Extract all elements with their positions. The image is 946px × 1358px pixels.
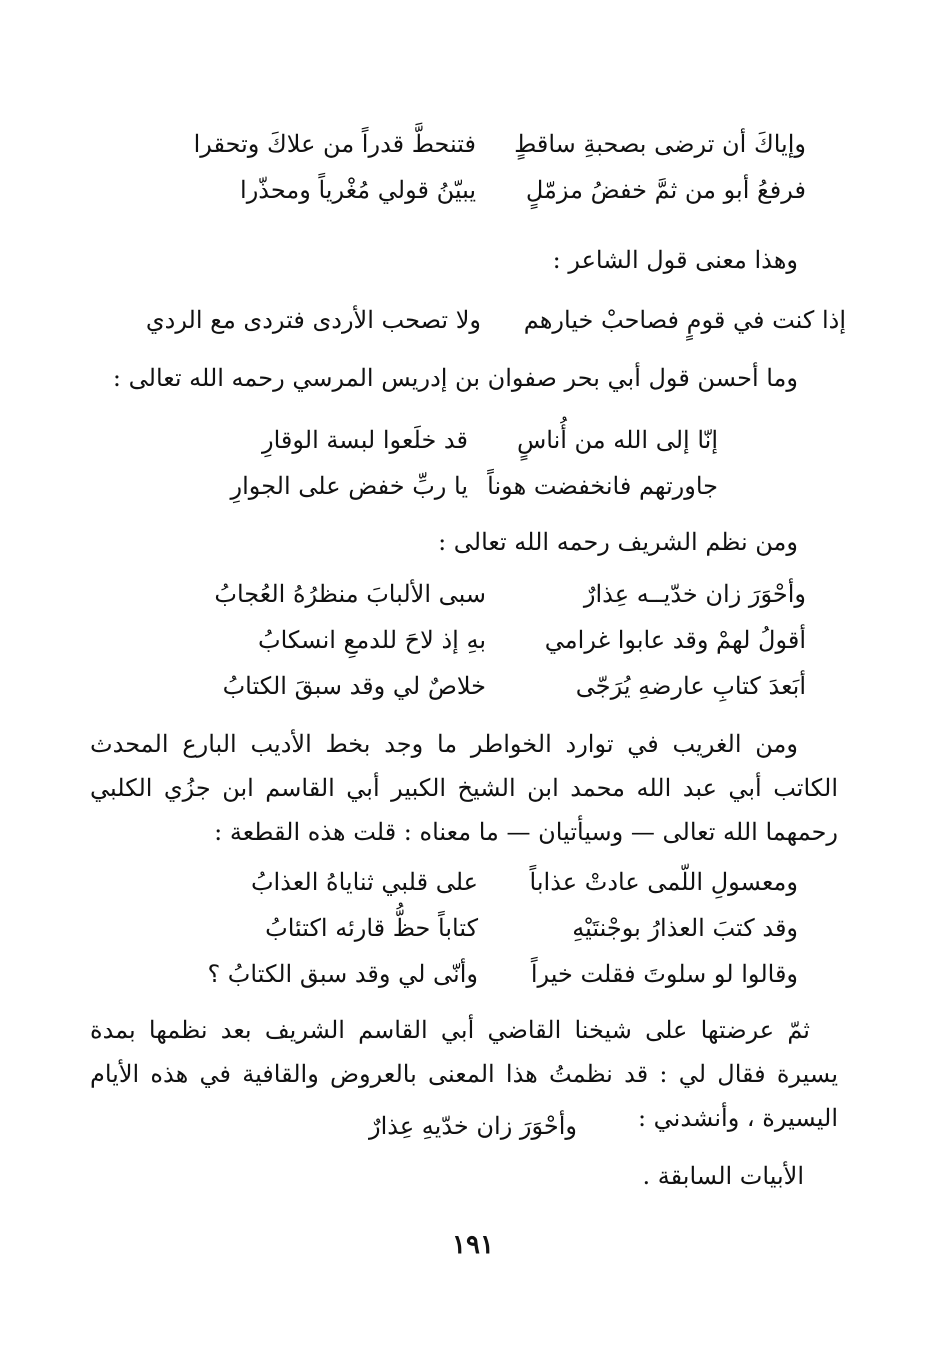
verse-second-hemistich: قد خلَعوا لبسة الوقارِ	[262, 426, 468, 454]
verse-second-hemistich: يبيّنُ قولي مُغْرياً ومحذّرا	[240, 176, 476, 204]
verse-first-hemistich: أقولُ لهمْ وقد عابوا غرامي	[544, 626, 806, 654]
verse-line	[118, 868, 798, 914]
verse-second-hemistich: سبى الألبابَ منظرُهُ العُجابُ	[214, 580, 486, 608]
verse-second-hemistich: كتاباً حظُّ قارئه اكتئابُ	[265, 914, 478, 942]
verses-juzayy	[118, 868, 798, 1006]
verse-first-hemistich: إذا كنت في قومٍ فصاحبْ خيارهم	[523, 306, 846, 334]
intro-line-sharif: ومن نظم الشريف رحمه الله تعالى :	[438, 528, 798, 556]
verse-line	[126, 626, 806, 672]
verse-line	[126, 580, 806, 626]
verse-first-hemistich: فرفعُ أبو من ثمَّ خفضُ مزمّلٍ	[525, 176, 806, 204]
verses-sharif	[126, 580, 806, 718]
verse-second-hemistich: ولا تصحب الأردى فتردى مع الردي	[145, 306, 481, 334]
verse-first-hemistich: ومعسولِ اللّمى عادتْ عذاباً	[529, 868, 798, 896]
verse-second-hemistich: خلاصٌ لي وقد سبقَ الكتابُ	[222, 672, 486, 700]
verses-safwan	[218, 426, 718, 518]
verse-second-hemistich: فتنحطَّ قدراً من علاكَ وتحقرا	[193, 130, 476, 158]
intro-line-poet: وهذا معنى قول الشاعر :	[552, 246, 798, 274]
verse-first-hemistich: جاورتهم فانخفضت هوناً	[487, 472, 718, 500]
closing-line: الأبيات السابقة .	[642, 1162, 804, 1190]
verse-first-hemistich: وقالوا لو سلوتَ فقلت خيراً	[530, 960, 798, 988]
verse-first-hemistich: أبَعدَ كتابِ عارضهِ يُرَجّى	[575, 672, 806, 700]
verse-poet	[126, 306, 846, 334]
paragraph-gharib: ومن الغريب في توارد الخواطر ما وجد بخط الأديب البارع المحدث الكاتب أبي عبد الله محمد ابن الشيخ الكبير أبي القاسم ابن جزُي الكلبي رحمهما الله تعالى — وسيأتيان — ما معناه : قلت هذه القطعة :	[90, 730, 838, 846]
centered-hemistich: وأحْوَرَ زان خدّيهِ عِذارٌ	[368, 1112, 577, 1140]
verse-line	[218, 426, 718, 472]
verse-line	[126, 306, 846, 334]
verse-line	[118, 960, 798, 1006]
intro-line-safwan: وما أحسن قول أبي بحر صفوان بن إدريس المرسي رحمه الله تعالى :	[112, 364, 798, 392]
verse-second-hemistich: يا ربِّ خفض على الجوارِ	[230, 472, 468, 500]
verse-line	[106, 176, 806, 222]
verse-first-hemistich: وقد كتبَ العذارُ بوجْنتَيْهِ	[572, 914, 798, 942]
verse-first-hemistich: وأحْوَرَ زان خدّيــه عِذارٌ	[583, 580, 806, 608]
verse-second-hemistich: بهِ إذ لاحَ للدمعِ انسكابُ	[258, 626, 486, 654]
verse-line	[106, 130, 806, 176]
verse-second-hemistich: وأنّى لي وقد سبق الكتابُ ؟	[207, 960, 478, 988]
verse-second-hemistich: على قلبي ثناياهُ العذابُ	[250, 868, 478, 896]
page-number: ١٩١	[452, 1230, 494, 1260]
verse-line	[118, 914, 798, 960]
verse-first-hemistich: وإياكَ أن ترضى بصحبةِ ساقطٍ	[514, 130, 806, 158]
paragraph-presented: ثمّ عرضتها على شيخنا القاضي أبي القاسم الشريف بعد نظمها بمدة يسيرة فقال لي : قد نظمتُ هذا المعنى بالعروض والقافية في هذه الأيام اليسيرة ، وأنشدني :	[90, 1016, 838, 1132]
verse-line	[218, 472, 718, 518]
verses-intro	[106, 130, 806, 222]
verse-first-hemistich: إنّا إلى الله من أُناسٍ	[516, 426, 718, 454]
verse-line	[126, 672, 806, 718]
